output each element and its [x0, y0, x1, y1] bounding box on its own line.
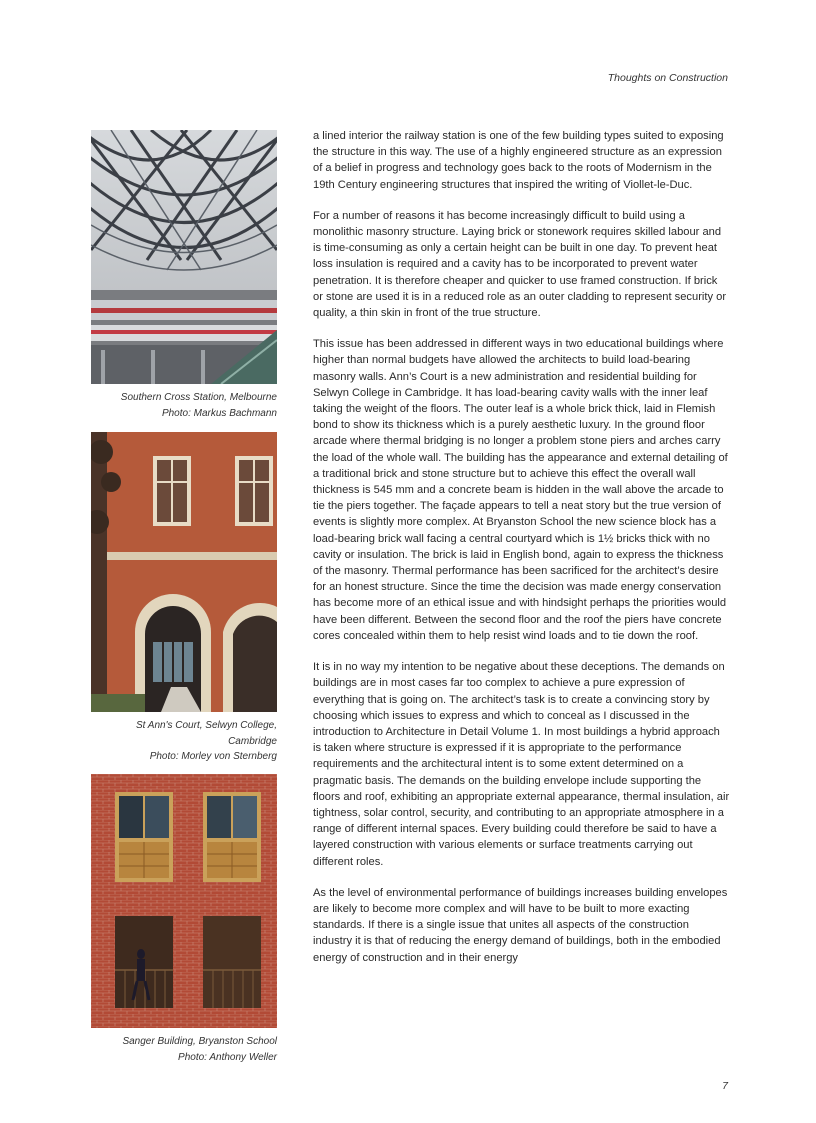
figure-southern-cross [91, 130, 277, 421]
figure-caption [91, 390, 277, 421]
body-paragraph: As the level of environmental performance of buildings increases building envelopes are likely to become more complex and will have to be built to more exacting standards. If there is a single issue that unites all aspects of the construction industry it is that of reducing the energy demand of buildings, both in the embodied energy of construction and in their energy [313, 886, 728, 964]
figure-sanger-building [91, 774, 277, 1065]
body-paragraph: This issue has been addressed in different ways in two educational buildings where higher than normal budgets have allowed the architects to build load-bearing masonry walls. Ann’s Court is a new administration and residential building for Selwyn College in Cambridge. It has load-bearing cavity walls with the inner leaf taking the weight of the floors. The outer leaf is a whole brick thick, laid in Flemish bond to show its thickness which is a purely aesthetic luxury. In the ground floor arcade where thermal bridging is no longer a problem stone piers and arches carry the load of the whole wall. The building has the appearance and external detailing of a traditional brick and stone structure but to achieve this effect the overall wall thickness is 545 mm and a concrete beam is hidden in the wall above the arcade to tie the piers together. The façade appears to tell a neat story but the true version of events is slightly more complex. At Bryanston School the new science block has a load-bearing brick wall facing a central courtyard which is 1½ bricks thick with no cavity or insulation. The brick is laid in English bond, again to express the thickness of the masonry. Thermal performance has been sacrificed for the architect’s desire for an honest structure. Since the time the decision was made energy conservation has become more of an ethical issue and with hindsight perhaps the priorities would have been different. Between the second floor and the roof the piers have concrete cores concealed within them to help resist wind loads and to tie down the roof. [313, 338, 728, 642]
caption-line: Cambridge [228, 735, 277, 747]
figure-caption [91, 1034, 277, 1065]
caption-line: Photo: Anthony Weller [178, 1051, 277, 1063]
body-paragraph: For a number of reasons it has become increasingly difficult to build using a monolithic masonry structure. Laying brick or stonework requires skilled labour and is time-consuming as only a certain height can be built in one day. To prevent heat loss insulation is required and a cavity has to be incorporated to prevent water penetration. It is therefore cheaper and quicker to use framed construction. If brick or stone are used it is in a reduced role as an outer cladding to represent security or quality, a thin skin in front of the true structure. [313, 209, 727, 320]
caption-line: Southern Cross Station, Melbourne [120, 392, 277, 403]
figure-st-anns-court [91, 432, 277, 765]
running-head: Thoughts on Construction [607, 72, 728, 84]
body-paragraph: It is in no way my intention to be negative about these deceptions. The demands on buildings are in most cases far too complex to achieve a pure expression of everything that is going on. The architect’s task is to create a convincing story by choosing which issues to express and which to conceal as I discussed in the introduction to Architecture in Detail Volume 1. In most buildings a hybrid approach is taken where structure is expressed if it is appropriate to the performance requirements and the architectural intent is to some extent determined on a pragmatic basis. The demands on the building envelope include supporting the floors and roof, exhibiting an appropriate external appearance, thermal insulation, air tightness, solar control, security, and contributing to an appropriate atmosphere in a range of different internal spaces. Every building could therefore be said to have a layered construction with various elements or surface treatments carrying out different roles. [313, 661, 730, 868]
body-text-column [313, 128, 730, 981]
caption-line: St Ann's Court, Selwyn College, [135, 720, 277, 731]
caption-line: Photo: Markus Bachmann [161, 407, 277, 419]
caption-line: Sanger Building, Bryanston School [122, 1036, 277, 1047]
photo-southern-cross-station [91, 130, 277, 384]
page-number: 7 [722, 1080, 728, 1092]
photo-st-anns-court [91, 432, 277, 712]
photo-sanger-building [91, 774, 277, 1028]
figure-caption [91, 718, 277, 765]
caption-line: Photo: Morley von Sternberg [149, 751, 277, 762]
body-paragraph: a lined interior the railway station is one of the few building types suited to exposing the structure in this way. The use of a highly engineered structure as an expression of a belief in progress and technology goes back to the roots of Modernism in the 19th Century engineering structures that inspired the writing of Viollet-le-Duc. [313, 130, 724, 191]
